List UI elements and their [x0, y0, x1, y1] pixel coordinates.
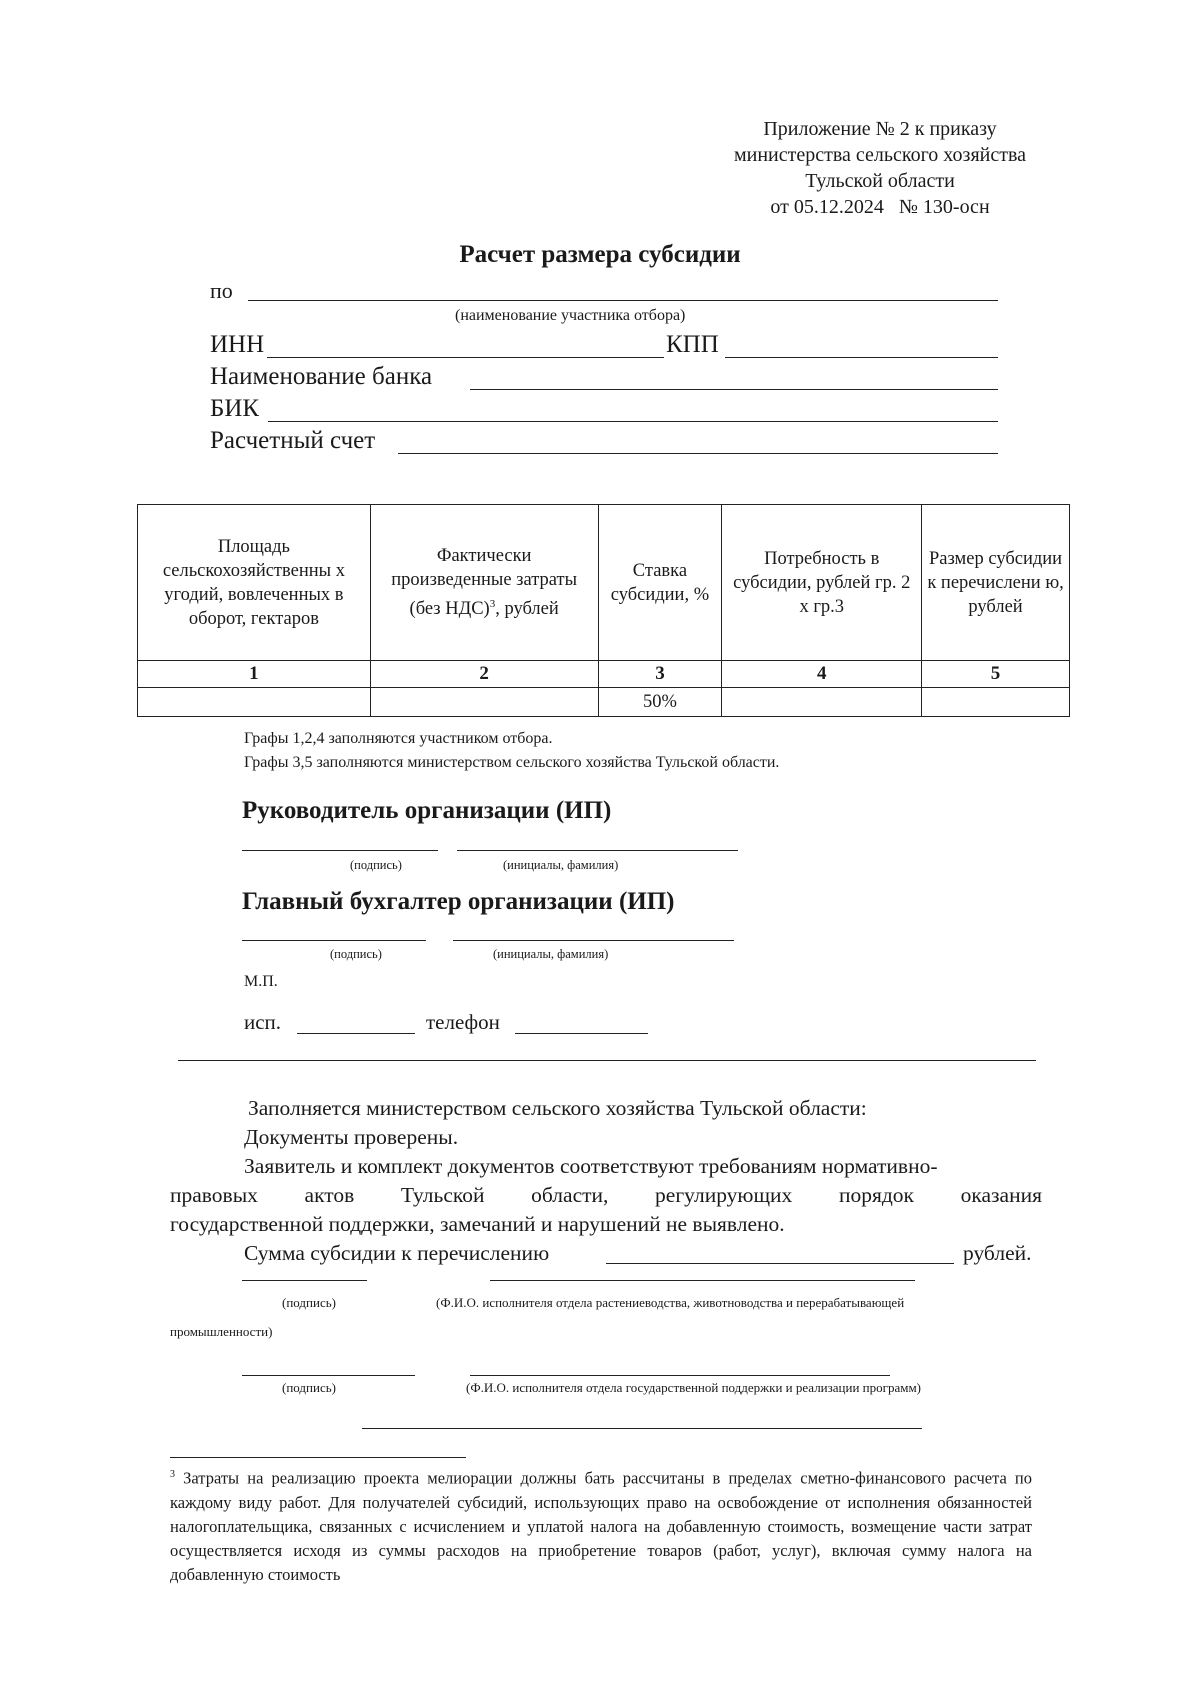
- cell-need[interactable]: [722, 688, 922, 717]
- col-number: 4: [722, 661, 922, 688]
- col-number: 5: [922, 661, 1070, 688]
- footnote-mark: 3: [170, 1469, 175, 1480]
- bank-label: Наименование банка: [210, 363, 433, 390]
- sum-unit: рублей.: [963, 1241, 1032, 1265]
- sum-field[interactable]: [606, 1263, 954, 1264]
- table-number-row: [138, 661, 1070, 688]
- sign2-line[interactable]: [242, 1375, 415, 1376]
- col-number: 2: [370, 661, 598, 688]
- account-field[interactable]: [398, 453, 998, 454]
- accountant-sign-hint: (подпись): [330, 947, 382, 961]
- account-label: Расчетный счет: [210, 427, 376, 454]
- phone-field[interactable]: [515, 1033, 648, 1034]
- subsidy-table: [137, 504, 1070, 717]
- accountant-signature-line[interactable]: [242, 940, 426, 941]
- header-need: Потребность в субсидии, рублей гр. 2 х гр.3: [722, 505, 922, 661]
- bik-label: БИК: [210, 395, 260, 422]
- stamp-place: М.П.: [244, 973, 278, 990]
- cell-costs[interactable]: [370, 688, 598, 717]
- header-amount: Размер субсидии к перечислени ю, рублей: [922, 505, 1070, 661]
- inn-field[interactable]: [267, 357, 664, 358]
- sign1-hint: (подпись): [282, 1295, 336, 1310]
- head-sign-hint: (подпись): [350, 858, 402, 872]
- accountant-name-hint: (инициалы, фамилия): [493, 947, 609, 961]
- kpp-label: КПП: [666, 331, 719, 358]
- fio2-hint: (Ф.И.О. исполнителя отдела государственной поддержки и реализации программ): [466, 1380, 922, 1395]
- fio1-hint: (Ф.И.О. исполнителя отдела растениеводства, животноводства и перерабатывающей: [436, 1295, 905, 1310]
- appendix-block: [700, 116, 1060, 220]
- cell-amount: [922, 688, 1070, 717]
- fio1-line[interactable]: [490, 1280, 915, 1281]
- header-costs: [370, 505, 598, 661]
- accountant-title: Главный бухгалтер организации (ИП): [242, 888, 675, 915]
- header-costs-tail: , рублей: [495, 599, 559, 620]
- table-header-row: [138, 505, 1070, 661]
- executor-label: исп.: [244, 1010, 282, 1034]
- section-divider: [178, 1060, 1036, 1061]
- ministry-line-5: государственной поддержки, замечаний и нарушений не выявлено.: [170, 1212, 785, 1236]
- head-title: Руководитель организации (ИП): [242, 797, 612, 824]
- executor-field[interactable]: [297, 1033, 415, 1034]
- appendix-line-4: от 05.12.2024 № 130-осн: [770, 196, 990, 218]
- phone-label: телефон: [426, 1010, 500, 1034]
- head-name-line[interactable]: [457, 850, 738, 851]
- sign1-line[interactable]: [242, 1280, 367, 1281]
- cell-rate: 50%: [598, 688, 722, 717]
- po-label: по: [210, 278, 233, 303]
- footnote: [170, 1463, 1032, 1587]
- head-name-hint: (инициалы, фамилия): [503, 858, 619, 872]
- header-rate: Ставка субсидии, %: [598, 505, 722, 661]
- header-area: Площадь сельскохозяйственны х угодий, вовлеченных в оборот, гектаров: [138, 505, 371, 661]
- kpp-field[interactable]: [725, 357, 998, 358]
- ministry-line-3: Заявитель и комплект документов соответствуют требованиям нормативно-: [244, 1154, 938, 1178]
- fio1-hint-cont: промышленности): [170, 1324, 273, 1339]
- inn-label: ИНН: [210, 331, 265, 358]
- bik-field[interactable]: [268, 421, 998, 422]
- closing-line: [362, 1428, 922, 1429]
- head-signature-line[interactable]: [242, 850, 438, 851]
- po-field[interactable]: [248, 300, 998, 301]
- footnote-text: Затраты на реализацию проекта мелиорации должны бать рассчитаны в пределах сметно-финансового расчета по каждому виду работ. Для получателей субсидий, использующих право на освобождение от исполнения обязанностей налогоплательщика, связанных с исчислением и уплатой налога на добавленную стоимость, возмещение части затрат осуществляется исходя из суммы расходов на приобретение товаров (работ, услуг), включая сумму налога на добавленную стоимость: [170, 1468, 1033, 1584]
- note-line-2: Графы 3,5 заполняются министерством сельского хозяйства Тульской области.: [244, 754, 780, 771]
- appendix-line-2: министерства сельского хозяйства: [733, 144, 1027, 166]
- ministry-line-1: Заполняется министерством сельского хозяйства Тульской области:: [248, 1096, 867, 1120]
- document-title: Расчет размера субсидии: [459, 241, 741, 268]
- ministry-line-4: правовых актов Тульской области, регулирующих порядок оказания: [170, 1183, 1042, 1207]
- bank-field[interactable]: [470, 389, 998, 390]
- footnote-separator: [170, 1457, 466, 1458]
- header-costs-text: Фактически произведенные затраты (без НДС): [391, 545, 578, 620]
- po-hint: (наименование участника отбора): [455, 307, 686, 324]
- note-line-1: Графы 1,2,4 заполняются участником отбора.: [244, 730, 553, 747]
- fio2-line[interactable]: [470, 1375, 890, 1376]
- footnote-ref: 3: [489, 597, 496, 610]
- appendix-line-1: Приложение № 2 к приказу: [763, 118, 997, 140]
- sum-label: Сумма субсидии к перечислению: [244, 1241, 550, 1265]
- appendix-line-3: Тульской области: [805, 170, 955, 192]
- sign2-hint: (подпись): [282, 1380, 336, 1395]
- col-number: 3: [598, 661, 722, 688]
- accountant-name-line[interactable]: [453, 940, 734, 941]
- ministry-line-2: Документы проверены.: [244, 1125, 459, 1149]
- cell-area[interactable]: [138, 688, 371, 717]
- col-number: 1: [138, 661, 371, 688]
- table-value-row: [138, 688, 1070, 717]
